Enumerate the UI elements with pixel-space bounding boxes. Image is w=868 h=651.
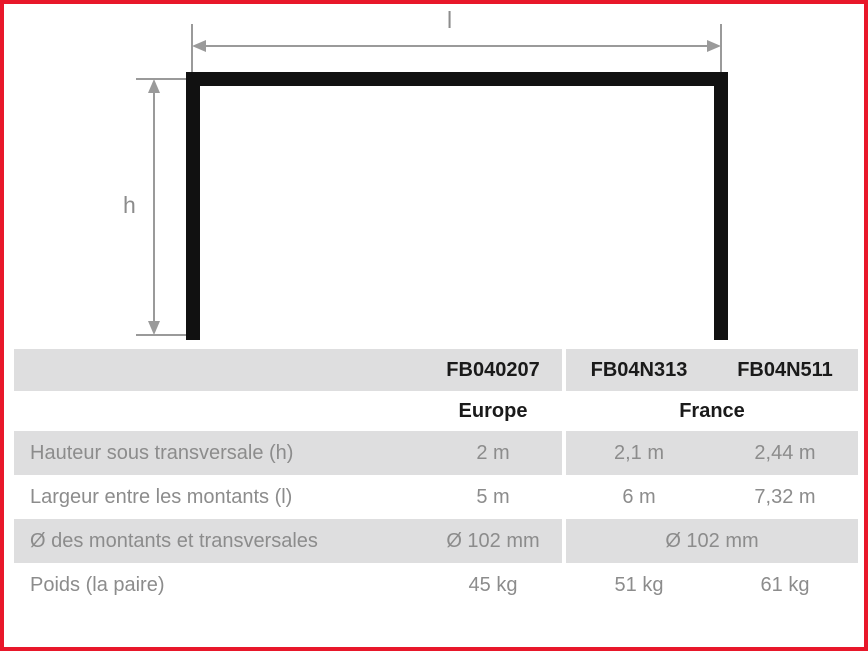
region-france: France	[566, 391, 858, 431]
row-2-value-0: Ø 102 mm	[424, 519, 562, 563]
region-blank-cell	[14, 391, 424, 431]
row-label-weight: Poids (la paire)	[14, 563, 424, 607]
row-3-value-2: 61 kg	[712, 563, 858, 607]
row-1-value-0: 5 m	[424, 475, 562, 519]
goal-diagram	[4, 4, 864, 352]
product-code-1: FB040207	[424, 349, 562, 391]
table-row	[14, 431, 858, 475]
product-code-2: FB04N313	[566, 349, 712, 391]
width-dimension	[192, 24, 721, 72]
row-3-value-0: 45 kg	[424, 563, 562, 607]
width-dimension-label: l	[447, 7, 453, 33]
goal-drawing	[4, 4, 864, 352]
specifications-table	[14, 349, 858, 607]
height-dimension-label: h	[123, 192, 136, 218]
header-blank-cell	[14, 349, 424, 391]
goal-frame	[186, 72, 728, 340]
row-0-value-1: 2,1 m	[566, 431, 712, 475]
row-label-width: Largeur entre les montants (l)	[14, 475, 424, 519]
table-row	[14, 563, 858, 607]
table-row	[14, 519, 858, 563]
height-dimension	[136, 79, 186, 335]
row-0-value-2: 2,44 m	[712, 431, 858, 475]
row-2-value-1: Ø 102 mm	[566, 519, 858, 563]
table-header-row	[14, 349, 858, 391]
row-1-value-1: 6 m	[566, 475, 712, 519]
table-row	[14, 475, 858, 519]
row-label-diameter: Ø des montants et transversales	[14, 519, 424, 563]
region-europe: Europe	[424, 391, 562, 431]
row-0-value-0: 2 m	[424, 431, 562, 475]
row-1-value-2: 7,32 m	[712, 475, 858, 519]
table-region-row	[14, 391, 858, 431]
row-label-height: Hauteur sous transversale (h)	[14, 431, 424, 475]
row-3-value-1: 51 kg	[566, 563, 712, 607]
product-code-3: FB04N511	[712, 349, 858, 391]
